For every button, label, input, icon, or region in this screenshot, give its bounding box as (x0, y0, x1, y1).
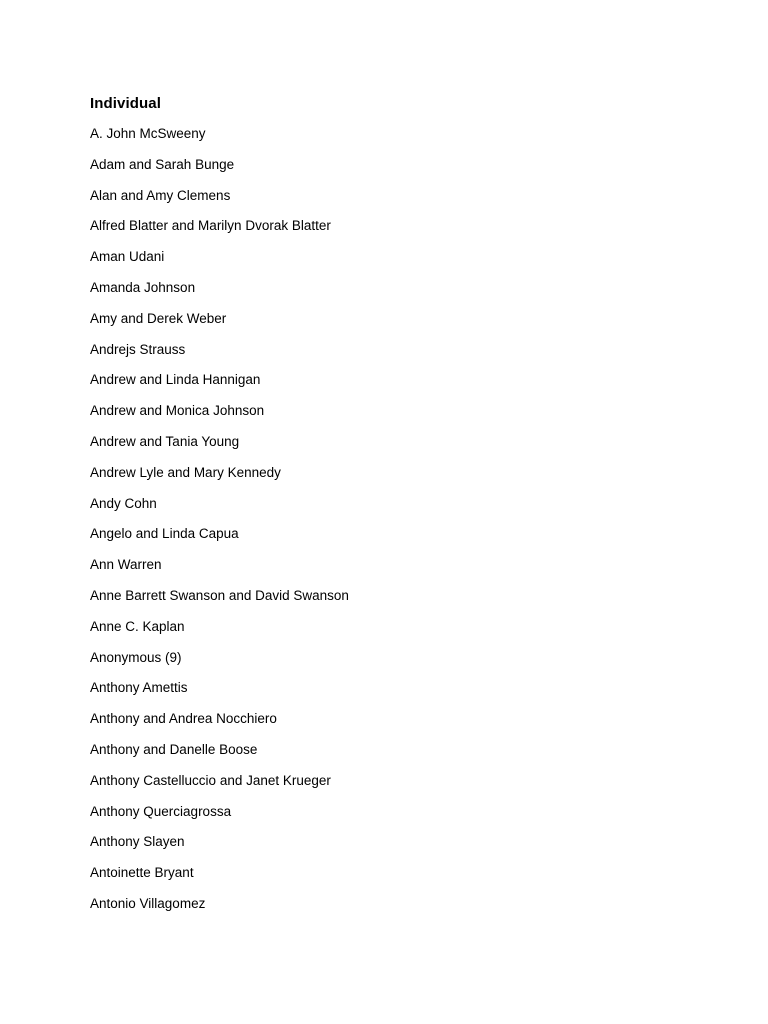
donor-name: Aman Udani (90, 249, 165, 265)
donor-name: Andrejs Strauss (90, 341, 186, 357)
donor-name: Andrew and Linda Hannigan (90, 372, 261, 388)
donor-name: Alan and Amy Clemens (90, 187, 231, 203)
donor-name: Amy and Derek Weber (90, 310, 227, 326)
donor-name: Ann Warren (90, 557, 162, 573)
donor-name: Antonio Villagomez (90, 895, 206, 911)
donor-name: Antoinette Bryant (90, 865, 194, 881)
donor-name: Angelo and Linda Capua (90, 526, 239, 542)
donor-name: Andrew and Tania Young (90, 433, 240, 449)
donor-name: Anthony Slayen (90, 834, 185, 850)
donor-name: Anthony and Andrea Nocchiero (90, 711, 277, 727)
donor-name: Anthony Amettis (90, 680, 188, 696)
donor-name: Anonymous (9) (90, 649, 182, 665)
donor-name: Anthony and Danelle Boose (90, 741, 258, 757)
donor-name: A. John McSweeny (90, 126, 206, 141)
donor-name: Anthony Castelluccio and Janet Krueger (90, 772, 331, 788)
donor-name-list (90, 124, 690, 925)
donor-name: Andrew and Monica Johnson (90, 403, 265, 419)
section-heading: Individual (90, 95, 162, 112)
donor-name: Anne Barrett Swanson and David Swanson (90, 587, 349, 603)
donor-name: Andy Cohn (90, 495, 157, 511)
donor-name: Anthony Querciagrossa (90, 803, 232, 819)
donor-name: Alfred Blatter and Marilyn Dvorak Blatter (90, 218, 331, 234)
donor-name: Andrew Lyle and Mary Kennedy (90, 464, 281, 480)
donor-list-section (90, 92, 690, 925)
donor-name: Amanda Johnson (90, 279, 196, 295)
donor-name: Adam and Sarah Bunge (90, 156, 235, 172)
donor-name: Anne C. Kaplan (90, 618, 185, 634)
